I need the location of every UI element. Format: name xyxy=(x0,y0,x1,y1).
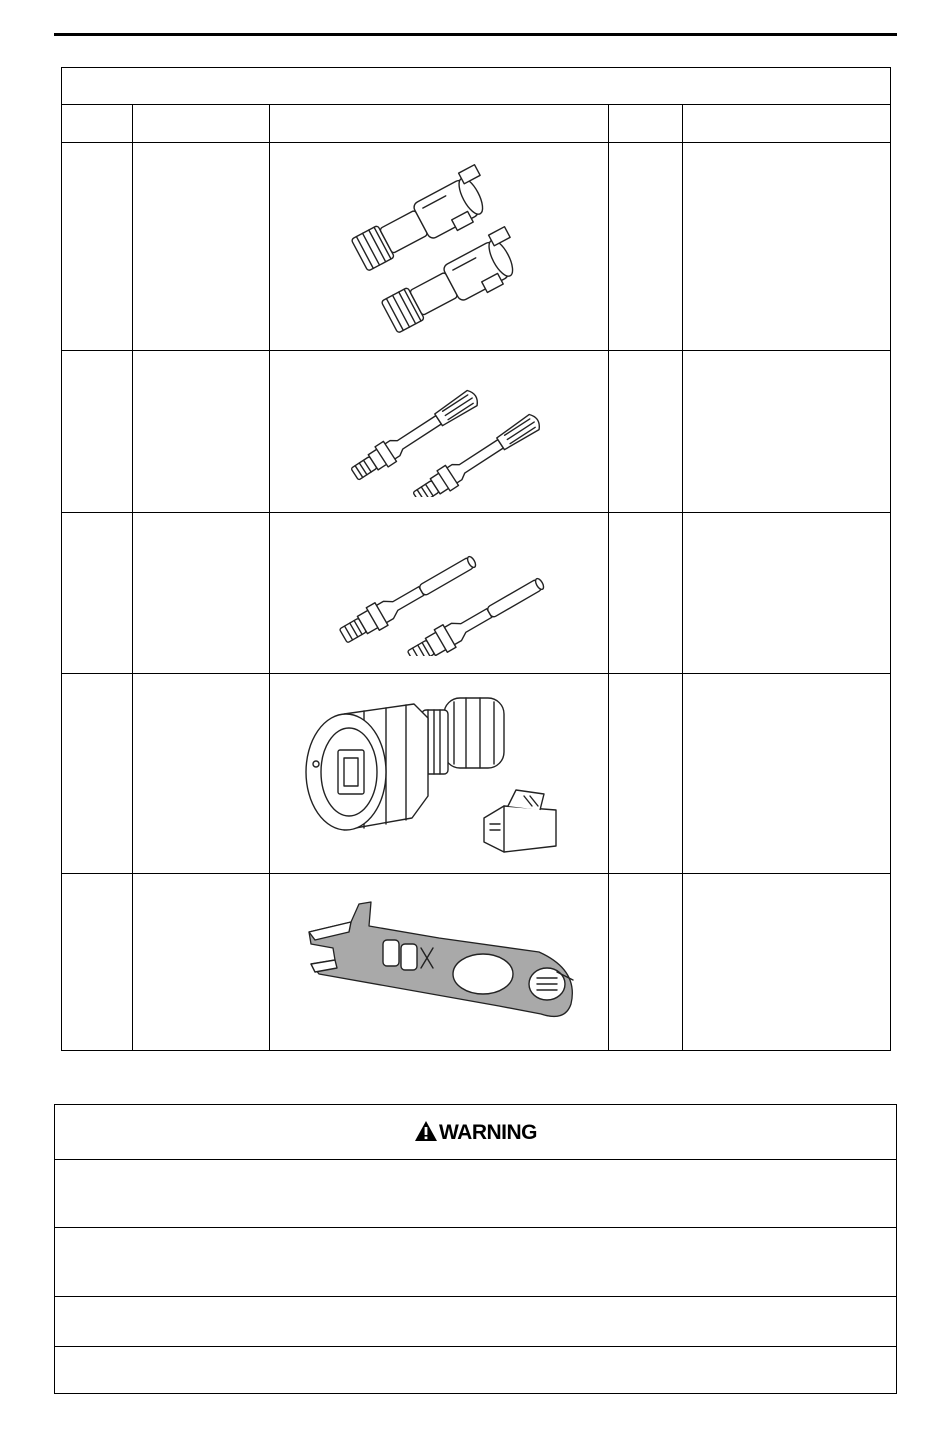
column-header-no xyxy=(62,105,133,143)
pv-female-pin-contacts-icon xyxy=(334,367,544,497)
cell-name xyxy=(133,673,270,873)
header-rule xyxy=(54,33,897,36)
communication-connector-rj45-icon xyxy=(294,678,584,868)
cell-name xyxy=(133,873,270,1050)
warning-box xyxy=(54,1104,897,1394)
table-caption xyxy=(62,68,891,105)
cell-qty xyxy=(609,513,683,673)
cell-no xyxy=(62,673,133,873)
warning-row xyxy=(55,1297,897,1347)
warning-row xyxy=(55,1347,897,1394)
cell-figure xyxy=(270,513,609,673)
cell-name xyxy=(133,351,270,513)
table-caption-row xyxy=(62,68,891,105)
warning-label: WARNING xyxy=(439,1120,537,1144)
cell-remarks xyxy=(683,351,891,513)
warning-row xyxy=(55,1160,897,1228)
cell-qty xyxy=(609,873,683,1050)
warning-row xyxy=(55,1228,897,1297)
cell-no xyxy=(62,873,133,1050)
table-row xyxy=(62,143,891,351)
cell-remarks xyxy=(683,673,891,873)
cell-remarks xyxy=(683,143,891,351)
warning-item xyxy=(55,1160,897,1228)
cell-remarks xyxy=(683,513,891,673)
cell-figure xyxy=(270,351,609,513)
disassembly-tool-icon xyxy=(289,892,589,1032)
cell-qty xyxy=(609,351,683,513)
accessory-table xyxy=(61,67,891,1051)
cell-remarks xyxy=(683,873,891,1050)
cell-no xyxy=(62,513,133,673)
table-row xyxy=(62,673,891,873)
warning-title xyxy=(55,1105,897,1160)
column-header-name xyxy=(133,105,270,143)
cell-no xyxy=(62,143,133,351)
cell-name xyxy=(133,513,270,673)
warning-item xyxy=(55,1228,897,1297)
cell-figure xyxy=(270,143,609,351)
cell-qty xyxy=(609,673,683,873)
cell-qty xyxy=(609,143,683,351)
column-header-qty xyxy=(609,105,683,143)
warning-header-row xyxy=(55,1105,897,1160)
table-row xyxy=(62,873,891,1050)
table-row xyxy=(62,351,891,513)
warning-triangle-icon xyxy=(414,1120,438,1142)
column-header-remarks xyxy=(683,105,891,143)
table-header-row xyxy=(62,105,891,143)
warning-item xyxy=(55,1347,897,1394)
warning-item xyxy=(55,1297,897,1347)
cell-no xyxy=(62,351,133,513)
cell-figure xyxy=(270,873,609,1050)
pv-connector-pair-icon xyxy=(339,159,539,334)
cell-figure xyxy=(270,673,609,873)
column-header-figure xyxy=(270,105,609,143)
pv-male-pin-contacts-icon xyxy=(324,531,554,656)
cell-name xyxy=(133,143,270,351)
table-row xyxy=(62,513,891,673)
